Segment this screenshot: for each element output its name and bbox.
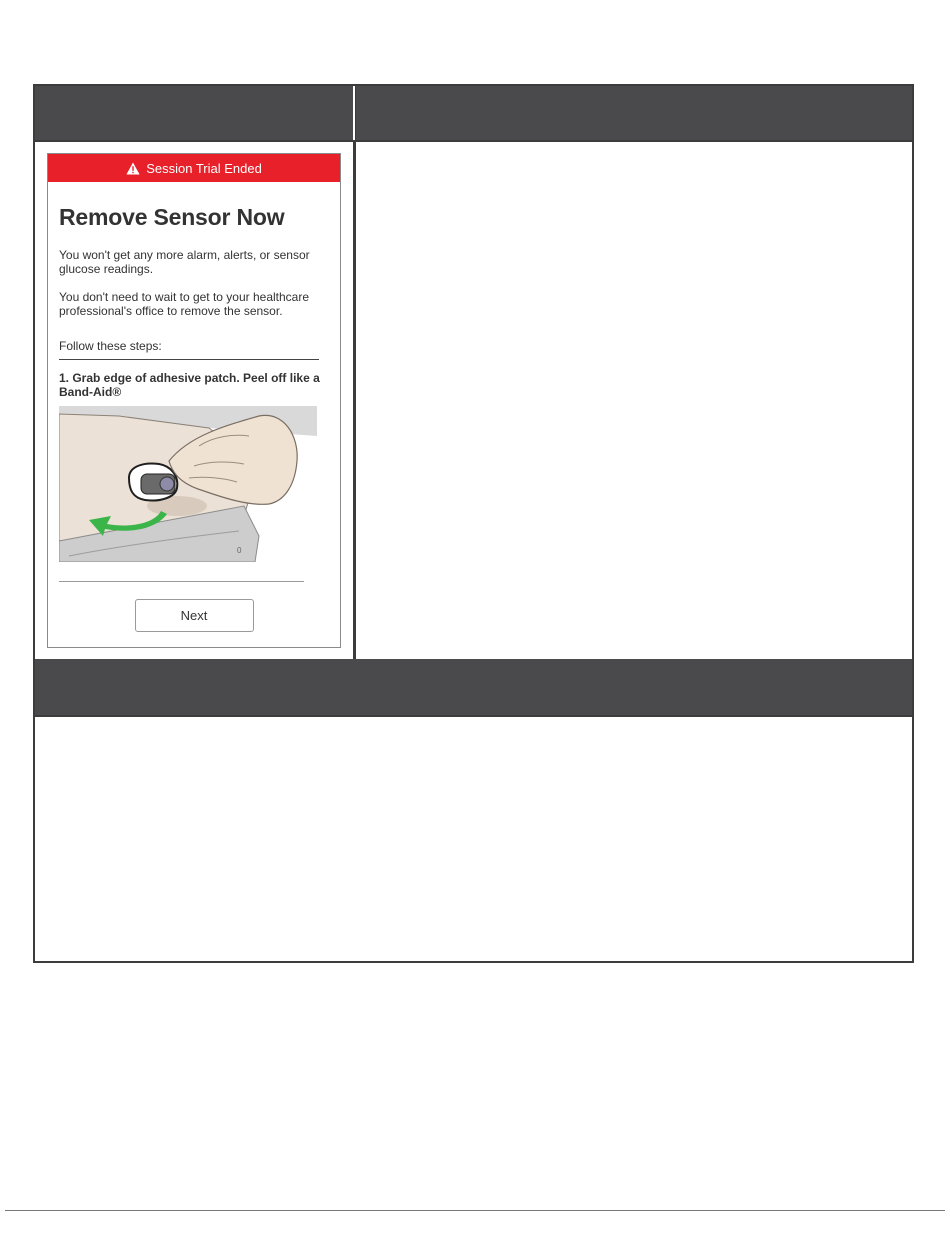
column-divider — [353, 86, 356, 661]
app-screen — [47, 153, 341, 648]
steps-label: Follow these steps: — [59, 339, 162, 353]
page-footer-rule — [5, 1210, 945, 1211]
banner-text: Session Trial Ended — [146, 160, 262, 176]
table-header-right — [356, 86, 912, 140]
sensor-removal-illustration — [59, 406, 317, 562]
divider — [59, 581, 304, 582]
row-divider — [35, 140, 912, 142]
info-paragraph-1: You won't get any more alarm, alerts, or sensor glucose readings. — [59, 248, 310, 276]
table-header-full — [35, 659, 912, 715]
table-header-left — [35, 86, 353, 140]
document-table — [33, 84, 914, 963]
step-instruction: 1. Grab edge of adhesive patch. Peel off like a Band-Aid® — [59, 371, 320, 399]
info-paragraph-2: You don't need to wait to get to your healthcare professional's office to remove the sensor. — [59, 290, 310, 318]
page-title: Remove Sensor Now — [59, 204, 285, 230]
divider — [59, 359, 319, 360]
svg-text:0: 0 — [237, 546, 242, 555]
warning-icon — [126, 162, 140, 175]
header-divider — [353, 86, 355, 140]
row-divider — [35, 715, 912, 717]
session-ended-banner — [48, 154, 340, 182]
next-button[interactable]: Next — [135, 599, 254, 632]
